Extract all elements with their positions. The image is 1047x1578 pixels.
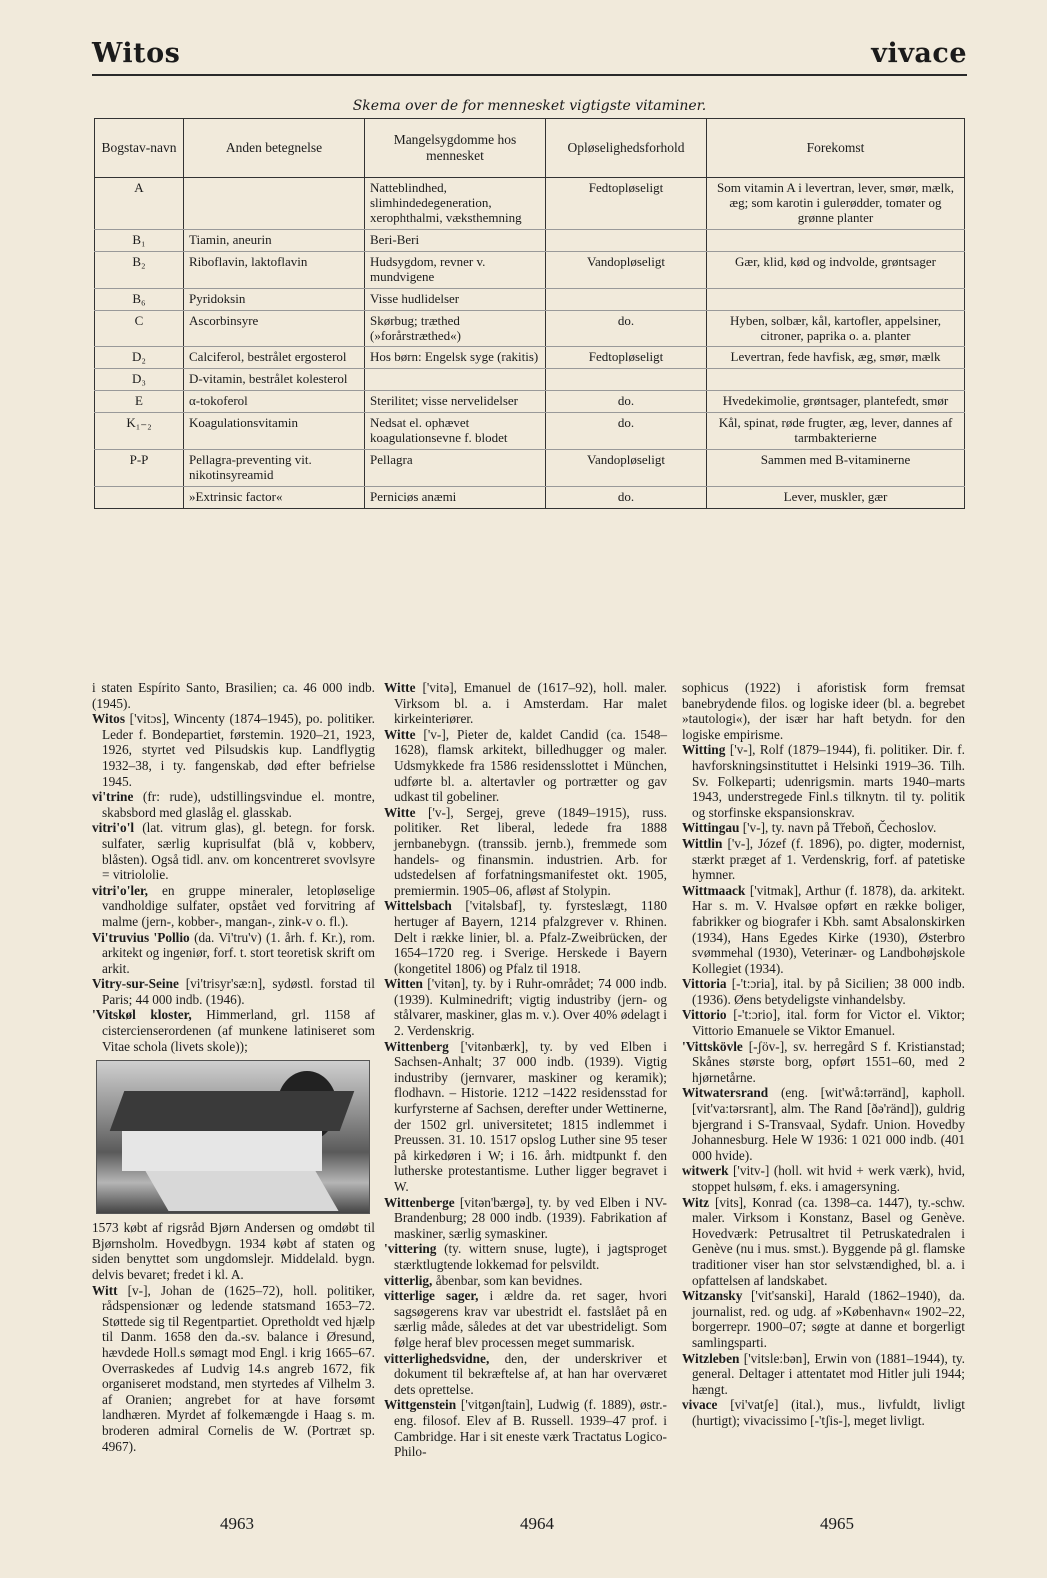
entry-text: ['vitmak], Arthur (f. 1878), da. arkitekt. Har s. m. V. Hvalsøe opført en række boliger, fabrikker og biografer i Kbh. samt Absalonskirken (1934), Hans Egedes Kirke (1930), Østerbro svømmehal (1930), Veterinær- og Landbohøjskole Kollegiet (1934). [692,882,965,976]
dictionary-entry [682,1397,965,1428]
entry-text: ['vitv-] (holl. wit hvid + werk værk), hvid, stoppet hulsøm, f. eks. i amagersyning. [692,1163,966,1194]
dictionary-entry [384,1195,667,1242]
entry-text: [vitən'bærgə], ty. by ved Elben i NV-Brandenburg; 28 000 indb. (1939). Fabrikation af maskiner, særlig symaskiner. [394,1194,667,1241]
entry-text: (fr: rude), udstillingsvindue el. montre, skabsbord med glaslåg el. glasskab. [102,789,376,820]
entry-text: [v-], Johan de (1625–72), holl. politiker, rådspensionær og ledende statsmand 1653–72. Støttede sig til Regentpartiet. Opretholdt ved hjælp til Danm. 1658 den da.-sv. balance i Øresund, hævdede Holl.s sømagt mod Engl. i krig 1665–67. Overraskedes af Ludvig 14.s angreb 1672, fik organiseret modstand, men styrtedes af Vilhelm 3. af Oranien; angrebet for at have forsømt landhæren. Myrdet af folkemængde i Haag s. m. broderen admiral Cornelis de W. (Portræt sp. 4967). [102,1282,375,1454]
entry-text: [vi'trisyr'sæ:n], sydøstl. forstad til Paris; 44 000 indb. (1946). [102,976,375,1007]
table-cell: C [95,310,184,347]
running-head-right: vivace [871,38,967,69]
dictionary-entry [682,883,965,977]
table-cell: Ascorbinsyre [184,310,365,347]
dictionary-entry [384,1351,667,1398]
table-cell: Levertran, fede havfisk, æg, smør, mælk [707,347,965,369]
dictionary-entry [384,898,667,976]
header-rule [92,74,967,76]
table-cell [707,369,965,391]
entry-text: (eng. [wit'wå:tərränd], kapholl. [vit'va:tərsrant], alm. The Rand [ðə'ränd]), guldrig bjergrand i S-Transvaal, Sydafr. Union. Hovedby Johannesburg. Hele W 1936: 1 021 000 indb. (401 000 hvide). [692,1085,965,1163]
entry-headword: Wittenberge [384,1194,455,1210]
table-row [95,288,965,310]
entry-text: ['v-], Pieter de, kaldet Candid (ca. 1548–1628), flamsk arkitekt, billedhugger og maler. Udsmykkede fra 1586 residensslottet i München, udførte bl. a. altertavler og portrætter og gav udkast til gobeliner. [394,726,668,805]
table-cell: Calciferol, bestrålet ergosterol [184,347,365,369]
dictionary-entry [682,1007,965,1038]
table-cell: Som vitamin A i levertran, lever, smør, mælk, æg; som karotin i gulerødder, tomater og grønne planter [707,178,965,230]
table-row [95,369,965,391]
table-cell: α-tokoferol [184,391,365,413]
running-head-left: Witos [92,38,181,69]
entry-text: ['vit'sanski], Harald (1862–1940), da. journalist, red. og udg. af »København« 1902–22, borgerrepr. 1900–07; søgte at danne et borgerligt samlingsparti. [692,1288,966,1350]
table-cell: B₂ [95,251,184,288]
dictionary-entry [92,711,375,789]
table-cell: D₃ [95,369,184,391]
entry-headword: Witte [384,804,416,820]
table-cell: B₁ [95,229,184,251]
table-cell: Koagulationsvitamin [184,413,365,450]
entry-continuation: 1573 købt af rigsråd Bjørn Andersen og omdøbt til Bjørnsholm. Hovedbygn. 1934 købt af staten og siden benyttet som ungdomslejr. Middelald. bygn. delvis bevaret; fredet i kl. A. [92,1220,375,1283]
vitskol-kloster-photo [96,1060,370,1214]
table-cell: A [95,178,184,230]
entry-text: åbenbar, som kan bevidnes. [435,1272,583,1288]
entry-continuation: sophicus (1922) i aforistisk form fremsat banebrydende filos. og logiske ideer (bl. a. begrebet »tautologi«), der især har haft betydn. for den logiske empirisme. [682,680,965,742]
entry-text: [-'t:ɔrio], ital. form for Victor el. Viktor; Vittorio Emanuele se Viktor Emanuel. [692,1007,965,1039]
dictionary-entry [682,1163,965,1194]
column-right [682,680,965,1429]
entry-text: [vits], Konrad (ca. 1398–ca. 1447), ty.-schw. maler. Virksom i Konstanz, Basel og Genève. Hovedværk: Petrusaltret til Petruskatedralen i Genève (nu i mus. smst.). Byggende på gl. flamske traditioner viser han stor selvstændighed, bl. a. i opfattelsen af landskabet. [692,1194,965,1288]
table-cell: Tiamin, aneurin [184,229,365,251]
entry-headword: vitterlighedsvidne, [384,1350,490,1366]
table-cell: do. [546,391,707,413]
entry-text: ['vitsle:bən], Erwin von (1881–1944), ty. general. Deltager i attentatet mod Hitler juli 1944; hængt. [692,1350,965,1397]
table-row [95,487,965,509]
table-cell: D-vitamin, bestrålet kolesterol [184,369,365,391]
dictionary-entry [384,680,667,727]
entry-headword: Wittingau [682,820,740,836]
dictionary-entry [682,742,965,820]
dictionary-entry [682,976,965,1007]
entry-headword: Vittoria [682,976,727,992]
entry-headword: Witte [384,726,416,742]
entry-headword: Witzansky [682,1288,743,1304]
page-number: 4963 [220,1514,254,1533]
dictionary-entry [682,836,965,883]
table-header: Forekomst [707,119,965,178]
entry-headword: Wittgenstein [384,1397,457,1413]
entry-headword: Witzleben [682,1350,740,1366]
table-cell: D₂ [95,347,184,369]
entry-text: i ældre da. ret sager, hvori sagsøgerens krav var ubestridt el. fastslået på en særlig måde, således at det var ubestrideligt. Som følge heraf blev processen meget summarisk. [394,1288,668,1350]
table-header: Opløselighedsforhold [546,119,707,178]
dictionary-entry [92,976,375,1007]
page-number: 4965 [820,1514,854,1533]
table-cell: Sammen med B-vitaminerne [707,450,965,487]
table-cell: Beri-Beri [365,229,546,251]
dictionary-entry [682,1085,965,1163]
table-cell: Fedtopløseligt [546,178,707,230]
table-header: Bogstav-navn [95,119,184,178]
entry-text: ['v-], Rolf (1879–1944), fi. politiker. Dir. f. havforskningsinstituttet i Helsinki 1919–36. Tilh. Sv. Folkeparti; udenrigsmin. marts 1940–marts 1943, understregede Finl.s tilknytn. til ty. politik og storfinske ekspansionskrav. [692,742,965,820]
dictionary-entry [384,1039,667,1195]
table-cell: Pellagra [365,450,546,487]
table-cell: Hyben, solbær, kål, kartofler, appelsiner, citroner, paprika o. a. planter [707,310,965,347]
table-cell [365,369,546,391]
entry-text: [-ʃöv-], sv. herregård S f. Kristianstad; Skånes største borg, opført 1551–60, med 2 hjørnetårne. [692,1038,966,1085]
entry-headword: Witte [384,680,416,695]
entry-text: Himmerland, grl. 1158 af cistercienserordenen (af munkene latiniseret som Vitae schola (livets skole)); [102,1007,375,1054]
table-cell: Fedtopløseligt [546,347,707,369]
table-cell: Skørbug; træthed (»forårstræthed«) [365,310,546,347]
dictionary-entry [384,1288,667,1350]
entry-headword: Vittorio [682,1007,727,1023]
table-cell: Hudsygdom, revner v. mundvigene [365,251,546,288]
table-row [95,229,965,251]
table-cell [546,288,707,310]
table-header: Mangelsygdomme hos mennesket [365,119,546,178]
dictionary-entry [92,930,375,977]
table-cell [546,369,707,391]
table-cell [95,487,184,509]
dictionary-entry [92,1283,375,1455]
table-cell [184,178,365,230]
entry-headword: vi'trine [92,789,134,805]
dictionary-entry [384,1241,667,1272]
dictionary-entry [682,1195,965,1289]
table-caption: Skema over de for mennesket vigtigste vitaminer. [352,98,707,114]
dictionary-entry [682,1039,965,1086]
entry-text: ['vitəlsbaf], ty. fyrsteslægt, 1180 hertuger af Bayern, 1214 pfalzgrever v. Rhinen. Delt i række linier, bl. a. Pfalz-Zweibrücken, der 1654–1720 reg. i Sverige. Herskede i Bayern (kongetitel 1806) og Pfalz til 1918. [394,898,668,976]
table-cell: Pellagra-preventing vit. nikotinsyreamid [184,450,365,487]
table-cell: Kål, spinat, røde frugter, æg, lever, dannes af tarmbakterierne [707,413,965,450]
entry-continuation: i staten Espírito Santo, Brasilien; ca. 46 000 indb. (1945). [92,680,375,711]
entry-text: [-'t:ɔria], ital. by på Sicilien; 38 000 indb. (1936). Øens betydeligste vinhandelsby. [692,976,965,1007]
dictionary-entry [384,1397,667,1459]
table-cell: B₆ [95,288,184,310]
entry-text: ['vitɔs], Wincenty (1874–1945), po. politiker. Leder f. Bondepartiet, førstemin. 1920–21, 1923, 1926, styrtet ved Pilsudskis kup. Landflygtig 1932–38, i ty. fangenskab, død efter befrielse 1945. [102,711,375,789]
table-cell: Pyridoksin [184,288,365,310]
entry-headword: witwerk [682,1163,729,1179]
table-cell [546,229,707,251]
entry-headword: Witwatersrand [682,1085,769,1101]
table-cell: Nedsat el. ophævet koagulationsevne f. blodet [365,413,546,450]
table-cell: Perniciøs anæmi [365,487,546,509]
entry-headword: Wittlin [682,835,723,851]
dictionary-entry [92,789,375,820]
table-cell: K₁₋₂ [95,413,184,450]
entry-headword: vitterlig, [384,1272,433,1288]
entry-headword: Wittenberg [384,1038,449,1054]
dictionary-entry [682,1288,965,1350]
table-header: Anden betegnelse [184,119,365,178]
table-row [95,178,965,230]
entry-text: den, der underskriver et dokument til bekræftelse af, at han har overværet dets oprettelse. [394,1350,667,1397]
table-cell: do. [546,310,707,347]
entry-text: ['v-], Sergej, greve (1849–1915), russ. politiker. Ret liberal, ledede fra 1888 jernbanebygn. (transsib. jernb.), fremmede som handels- og finansmin. industrien. Arb. for udstedelsen af forfatningsmanifestet okt. 1905, premiermin. 1905–06, afløst af Stolypin. [394,804,667,898]
entry-headword: Witting [682,742,726,758]
dictionary-entry [682,1351,965,1398]
entry-headword: Witt [92,1282,118,1298]
dictionary-entry [384,727,667,805]
page-number: 4964 [520,1514,554,1533]
entry-text: ['v-], Józef (f. 1896), po. digter, modernist, stærkt præget af 1. Verdenskrig, forf. af patetiske hymner. [692,835,965,883]
table-row [95,251,965,288]
column-middle [384,680,667,1460]
entry-headword: Vitry-sur-Seine [92,976,179,992]
entry-headword: vitri'o'ler, [92,882,149,898]
dictionary-entry [92,883,375,930]
table-cell: Vandopløseligt [546,251,707,288]
table-cell: Vandopløseligt [546,450,707,487]
entry-headword: vitterlige sager, [384,1288,479,1304]
entry-headword: 'vittering [384,1241,437,1257]
table-cell [707,288,965,310]
entry-text: (lat. vitrum glas), gl. betegn. for forsk. sulfater, særlig kuprisulfat (blå v, kobberv, blåsten). Også tidl. anv. om koncentreret svovlsyre = vitriololie. [102,820,375,883]
table-cell [707,229,965,251]
table-cell: Lever, muskler, gær [707,487,965,509]
vitamin-table [94,118,965,509]
table-row [95,391,965,413]
table-cell: Natteblindhed, slimhindedegeneration, xerophthalmi, væksthemning [365,178,546,230]
entry-headword: Witos [92,711,126,727]
table-cell: E [95,391,184,413]
dictionary-entry [92,1007,375,1054]
entry-headword: vitri'o'l [92,820,135,836]
entry-text: ['vitən], ty. by i Ruhr-området; 74 000 indb. (1939). Kulminedrift; vigtig industriby (jern- og stålvarer, maskiner, glas m. v.). Over 40% ødelagt i 2. Verdenskrig. [394,976,668,1039]
entry-text: ['v-], ty. navn på Třeboň, Čechoslov. [742,820,937,836]
entry-headword: 'Vitskøl kloster, [92,1007,192,1023]
entry-headword: Witten [384,976,423,992]
vitamin-table-body [95,178,965,509]
entry-text: (da. Vi'tru'v) (1. årh. f. Kr.), rom. arkitekt og ingeniør, forf. t. stort teoretisk skrift om arkit. [102,929,376,976]
entry-text: [vi'vatʃe] (ital.), mus., livfuldt, livligt (hurtigt); vivacissimo [-'tʃis-], meget livligt. [692,1397,965,1428]
table-cell: Gær, klid, kød og indvolde, grøntsager [707,251,965,288]
entry-text: ['vitə], Emanuel de (1617–92), holl. maler. Virksom bl. a. i Amsterdam. Har malet kirkeinteriører. [394,680,667,727]
dictionary-entry [92,820,375,882]
table-cell: »Extrinsic factor« [184,487,365,509]
entry-headword: 'Vittskövle [682,1038,743,1054]
entry-text: (ty. wittern snuse, lugte), i jagtsproget stærktlugtende lokkemad for pelsvildt. [394,1241,667,1272]
table-cell: Sterilitet; visse nervelidelser [365,391,546,413]
dictionary-entry [384,1273,667,1289]
table-cell: Hvedekimolie, grøntsager, plantefedt, smør [707,391,965,413]
table-row [95,310,965,347]
entry-headword: Vi'truvius 'Pollio [92,929,190,945]
table-row [95,347,965,369]
table-cell: do. [546,413,707,450]
dictionary-entry [682,820,965,836]
table-cell: Riboflavin, laktoflavin [184,251,365,288]
column-left [92,680,375,1454]
entry-headword: Witz [682,1194,710,1210]
table-row [95,413,965,450]
dictionary-entry [384,805,667,899]
entry-headword: vivace [682,1397,718,1413]
entry-text: ['vitənbærk], ty. by ved Elben i Sachsen-Anhalt; 37 000 indb. (1939). Vigtig industriby (jernvarer, maskiner og keramik); flodhavn. – Historie. 1212 –1422 residensstad for kurfyrsterne af Sachsen, derefter under Wettinerne, der 1502 grl. universitetet; 1815 indlemmet i Preussen. 31. 10. 1517 opslog Luther sine 95 teser på kirkedøren i W; i 16. årh. midtpunkt f. den lutherske protestantisme. Luther ligger begravet i W. [394,1038,667,1194]
entry-headword: Wittmaack [682,882,746,898]
table-cell: P-P [95,450,184,487]
table-cell: do. [546,487,707,509]
entry-text: en gruppe mineraler, letopløselige vandholdige sulfater, opstået ved forvitring af malme (jern-, kobber-, mangan-, zink-v o. fl.). [102,882,376,929]
entry-text: ['vitgənʃtain], Ludwig (f. 1889), østr.-eng. filosof. Elev af B. Russell. 1939–47 prof. i Cambridge. Har i sit eneste værk Tractatus Logico-Philo- [394,1397,667,1460]
table-cell: Visse hudlidelser [365,288,546,310]
table-cell: Hos børn: Engelsk syge (rakitis) [365,347,546,369]
entry-headword: Wittelsbach [384,898,452,914]
table-row [95,450,965,487]
dictionary-entry [384,976,667,1038]
